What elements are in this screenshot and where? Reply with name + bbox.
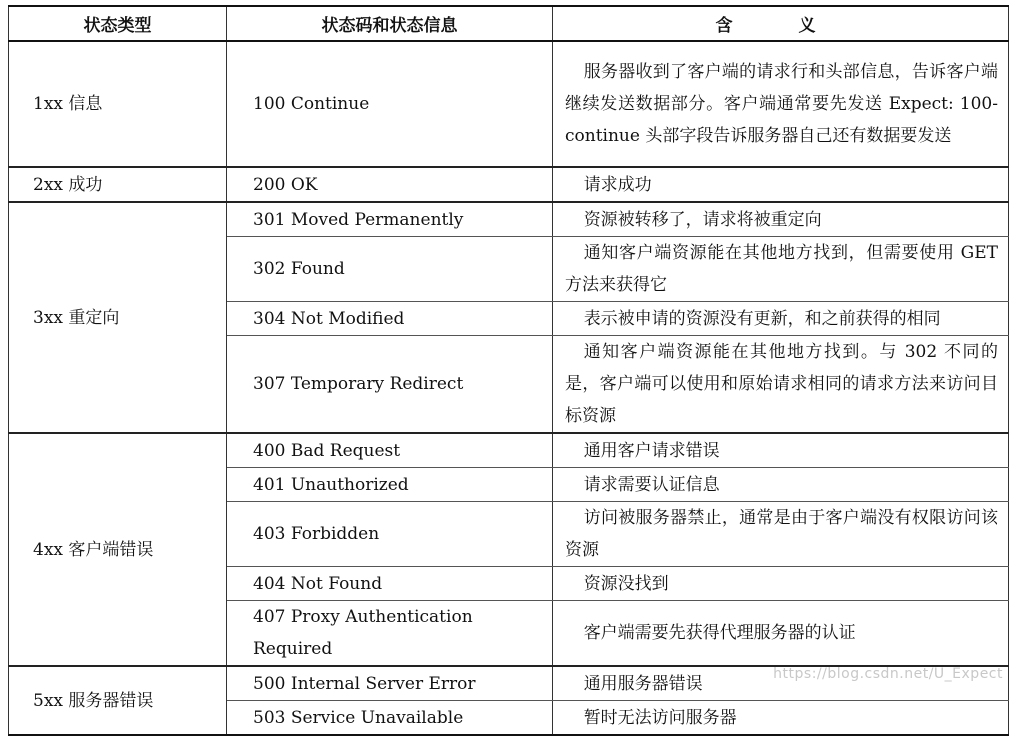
meaning-cell: 资源没找到 <box>553 567 1009 601</box>
status-code-cell: 400 Bad Request <box>227 433 553 468</box>
status-code-cell: 100 Continue <box>227 41 553 167</box>
status-code-cell: 401 Unauthorized <box>227 468 553 502</box>
meaning-cell: 通用客户请求错误 <box>553 433 1009 468</box>
status-code-table-container <box>8 5 1008 736</box>
table-row <box>9 167 1009 202</box>
meaning-cell: 请求成功 <box>553 167 1009 202</box>
status-code-cell: 304 Not Modified <box>227 302 553 336</box>
meaning-cell: 通知客户端资源能在其他地方找到。与 302 不同的是，客户端可以使用和原始请求相同的请求方法来访问目标资源 <box>553 336 1009 434</box>
table-row <box>9 41 1009 167</box>
status-type-cell: 5xx 服务器错误 <box>9 666 227 735</box>
status-code-cell: 503 Service Unavailable <box>227 701 553 736</box>
status-code-cell: 404 Not Found <box>227 567 553 601</box>
status-code-cell: 403 Forbidden <box>227 502 553 567</box>
watermark: https://blog.csdn.net/U_Expect <box>773 666 1003 682</box>
status-code-cell: 200 OK <box>227 167 553 202</box>
status-code-cell: 307 Temporary Redirect <box>227 336 553 434</box>
meaning-cell: 表示被申请的资源没有更新，和之前获得的相同 <box>553 302 1009 336</box>
status-type-cell: 2xx 成功 <box>9 167 227 202</box>
meaning-cell: 暂时无法访问服务器 <box>553 701 1009 736</box>
meaning-cell: 通用服务器错误 <box>553 666 1009 701</box>
meaning-cell: 资源被转移了，请求将被重定向 <box>553 202 1009 237</box>
table-row <box>9 202 1009 237</box>
table-row <box>9 433 1009 468</box>
header-status-code: 状态码和状态信息 <box>227 6 553 41</box>
meaning-cell: 客户端需要先获得代理服务器的认证 <box>553 601 1009 667</box>
status-code-cell: 500 Internal Server Error <box>227 666 553 701</box>
status-code-cell: 301 Moved Permanently <box>227 202 553 237</box>
status-type-cell: 4xx 客户端错误 <box>9 433 227 666</box>
meaning-cell: 请求需要认证信息 <box>553 468 1009 502</box>
status-code-cell: 302 Found <box>227 237 553 302</box>
status-code-cell: 407 Proxy Authentication Required <box>227 601 553 667</box>
meaning-cell: 访问被服务器禁止，通常是由于客户端没有权限访问该资源 <box>553 502 1009 567</box>
status-type-cell: 3xx 重定向 <box>9 202 227 433</box>
meaning-cell: 通知客户端资源能在其他地方找到，但需要使用 GET 方法来获得它 <box>553 237 1009 302</box>
meaning-cell: 服务器收到了客户端的请求行和头部信息，告诉客户端继续发送数据部分。客户端通常要先发送 Expect: 100-continue 头部字段告诉服务器自己还有数据要发送 <box>553 41 1009 167</box>
header-meaning: 含 义 <box>553 6 1009 41</box>
status-type-cell: 1xx 信息 <box>9 41 227 167</box>
header-status-type: 状态类型 <box>9 6 227 41</box>
table-header-row <box>9 6 1009 41</box>
http-status-table <box>8 5 1009 736</box>
